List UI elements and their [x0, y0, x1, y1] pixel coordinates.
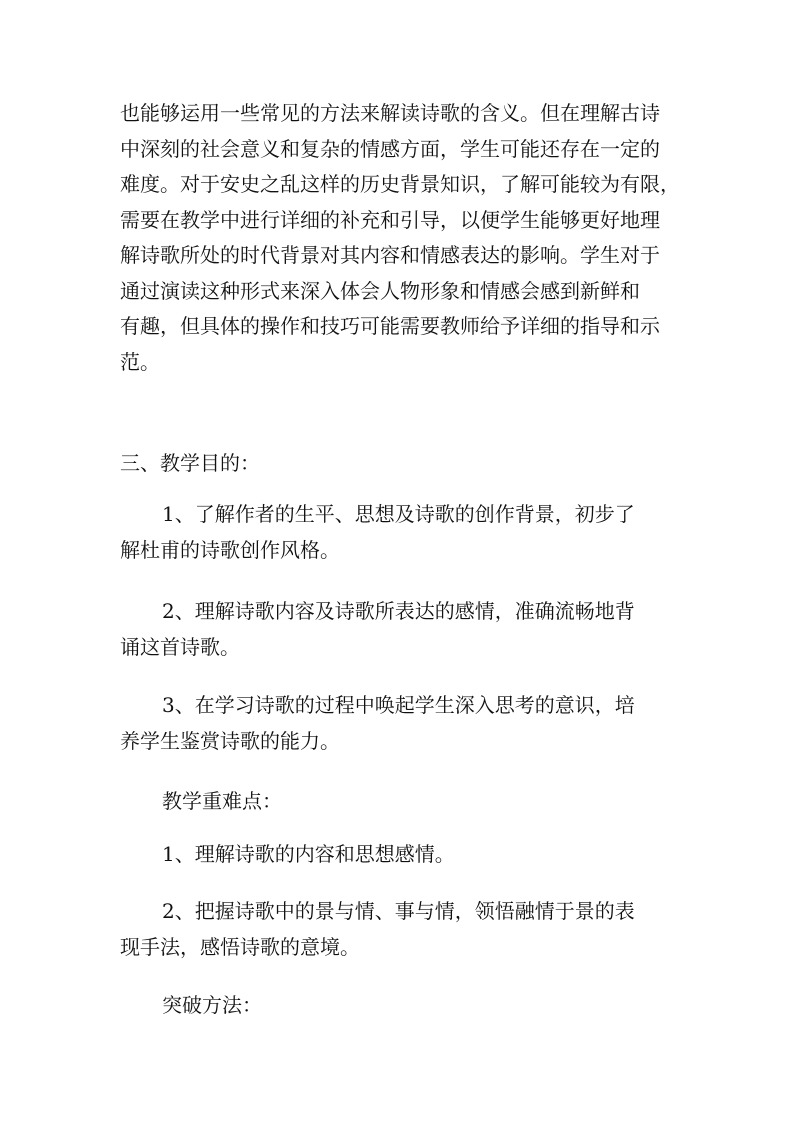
section-heading-teaching-objectives: [120, 446, 680, 482]
subheading: 突破方法：: [162, 993, 262, 1017]
objective-item-1: [120, 497, 680, 568]
key-point-line: 1、理解诗歌的内容和思想感情。: [162, 842, 455, 866]
paragraph-line: 通过演读这种形式来深入体会人物形象和情感会感到新鲜和: [120, 278, 640, 303]
paragraph-line: 需要在教学中进行详细的补充和引导，以便学生能够更好地理: [120, 207, 660, 232]
paragraph-line: 中深刻的社会意义和复杂的情感方面，学生可能还存在一定的: [120, 136, 660, 161]
key-point-line: 现手法，感悟诗歌的意境。: [120, 934, 360, 959]
objective-line: 2、理解诗歌内容及诗歌所表达的感情，准确流畅地背: [162, 599, 635, 623]
objective-item-2: [120, 594, 680, 665]
paragraph-line: 解诗歌所处的时代背景对其内容和情感表达的影响。学生对于: [120, 243, 660, 267]
paragraph-line: 范。: [120, 349, 160, 374]
methods-heading: [120, 988, 680, 1024]
paragraph-line: 有趣，但具体的操作和技巧可能需要教师给予详细的指导和示: [120, 314, 660, 338]
section-heading: 三、教学目的：: [120, 451, 260, 475]
objective-line: 3、在学习诗歌的过程中唤起学生深入思考的意识，培: [162, 693, 635, 717]
key-points-heading: [120, 784, 680, 820]
subheading: 教学重难点：: [162, 789, 282, 813]
paragraph-line: 也能够运用一些常见的方法来解读诗歌的含义。但在理解古诗: [120, 101, 660, 125]
key-point-line: 2、把握诗歌中的景与情、事与情，领悟融情于景的表: [162, 899, 635, 923]
objective-line: 诵这首诗歌。: [120, 634, 240, 659]
paragraph-line: 难度。对于安史之乱这样的历史背景知识，了解可能较为有限，: [120, 172, 680, 196]
analysis-paragraph: [120, 96, 680, 380]
key-point-item-1: [120, 837, 680, 873]
objective-line: 养学生鉴赏诗歌的能力。: [120, 728, 340, 753]
objective-line: 解杜甫的诗歌创作风格。: [120, 537, 340, 562]
objective-line: 1、了解作者的生平、思想及诗歌的创作背景，初步了: [162, 502, 635, 526]
objective-item-3: [120, 688, 680, 759]
key-point-item-2: [120, 894, 680, 965]
